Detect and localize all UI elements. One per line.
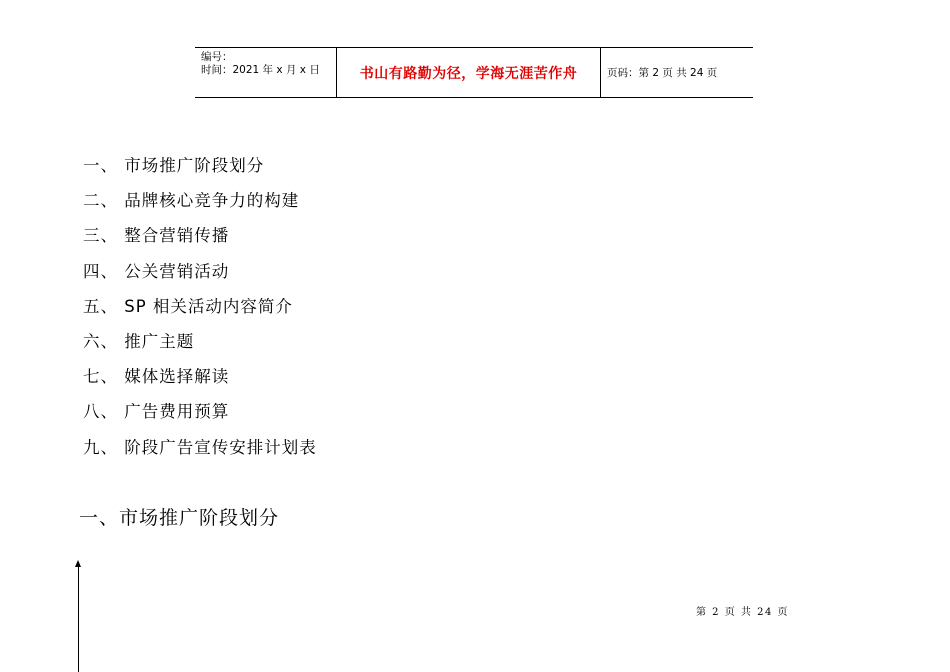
toc-item: 六、 推广主题 bbox=[83, 331, 195, 351]
time-label: 时间：2021 年 x 月 x 日 bbox=[201, 64, 320, 76]
page-code: 页码：第 2 页 共 24 页 bbox=[607, 67, 718, 79]
toc-item: 九、 阶段广告宣传安排计划表 bbox=[83, 437, 317, 457]
toc-item: 四、 公关营销活动 bbox=[83, 261, 230, 281]
toc-item: 二、 品牌核心竞争力的构建 bbox=[83, 191, 300, 211]
toc-item: 八、 广告费用预算 bbox=[83, 402, 230, 422]
number-label: 编号： bbox=[201, 51, 233, 63]
document-header bbox=[195, 47, 753, 98]
header-page-cell bbox=[601, 48, 753, 97]
header-motto: 书山有路勤为径，学海无涯苦作舟 bbox=[359, 65, 578, 82]
vertical-axis-line bbox=[78, 566, 79, 672]
page-footer: 第 2 页 共 24 页 bbox=[696, 607, 789, 618]
toc-item: 一、 市场推广阶段划分 bbox=[83, 156, 265, 175]
table-of-contents bbox=[83, 152, 317, 469]
toc-item: 三、 整合营销传播 bbox=[83, 226, 230, 246]
header-meta-cell bbox=[195, 48, 337, 97]
toc-item: 五、 SP 相关活动内容简介 bbox=[83, 296, 293, 316]
section-heading: 一、市场推广阶段划分 bbox=[79, 507, 280, 529]
header-motto-cell bbox=[337, 48, 601, 97]
toc-item: 七、 媒体选择解读 bbox=[83, 367, 230, 387]
